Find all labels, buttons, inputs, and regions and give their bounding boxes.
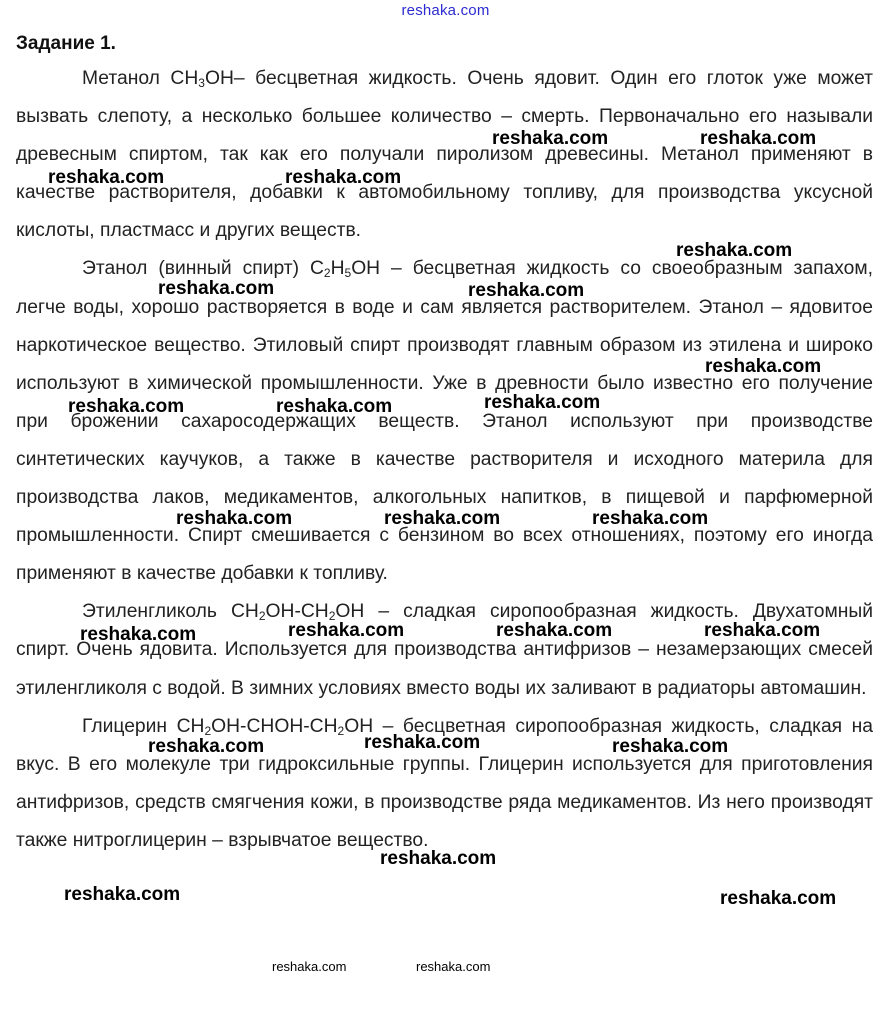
- paragraph-ethanol: Этанол (винный спирт) $C_2H_5OH$ – бесцветная жидкость со своеобразным запахом, легче воды, хорошо растворяется в воде и сам является растворителем. Этанол – ядовитое наркотическое вещество. Этиловый спирт производят главным образом из этилена и широко используют в химической промышленности. Уже в древности было известно его получение при брожении сахаросодержащих веществ. Этанол используют при производстве синтетических каучуков, а также в качестве растворителя и исходного материла для производства лаков, медикаментов, алкогольных напитков, в пищевой и парфюмерной промышленности. Спирт смешивается с бензином во всех отношениях, поэтому его иногда применяют в качестве добавки к топливу.: [16, 258, 873, 585]
- watermark: reshaka.com: [48, 167, 165, 188]
- watermark: reshaka.com: [68, 396, 185, 417]
- watermark: reshaka.com: [158, 278, 275, 299]
- watermark: reshaka.com: [272, 959, 347, 974]
- watermark: reshaka.com: [80, 624, 197, 645]
- watermark: reshaka.com: [492, 128, 609, 149]
- watermark: reshaka.com: [592, 508, 709, 529]
- paragraph-ethylene-glycol: Этиленгликоль $CH_2OH-CH_2OH$ – сладкая сиропообразная жидкость. Двухатомный спирт. Очень ядовита. Используется для производства антифризов – незамерзающих смесей этиленгликоля с водой. В зимних условиях вместо воды их заливают в радиаторы автомашин.: [16, 601, 873, 699]
- watermark: reshaka.com: [276, 396, 393, 417]
- watermark: reshaka.com: [704, 620, 821, 641]
- watermark: reshaka.com: [612, 736, 729, 757]
- paragraph-glycerin: Глицерин $CH_2OH-CHOH-CH_2OH$ – бесцветная сиропообразная жидкость, сладкая на вкус. В его молекуле три гидроксильные группы. Глицерин используется для приготовления антифризов, средств смягчения кожи, в производстве ряда медикаментов. Из него производят также нитроглицерин – взрывчатое вещество.: [16, 715, 874, 851]
- watermark: reshaka.com: [484, 392, 601, 413]
- watermark: reshaka.com: [700, 128, 817, 149]
- watermark: reshaka.com: [676, 240, 793, 261]
- watermark: reshaka.com: [416, 959, 491, 974]
- watermark: reshaka.com: [705, 356, 822, 377]
- paragraph-methanol: Метанол $CH_3OH-$ бесцветная жидкость. Очень ядовит. Один его глоток уже может вызвать слепоту, а несколько большее количество – смерть. Первоначально его называли древесным спиртом, так как его получали пиролизом древесины. Метанол применяют в качестве растворителя, добавки к автомобильному топливу, для производства уксусной кислоты, пластмасс и других веществ.: [16, 68, 873, 242]
- site-header[interactable]: reshaka.com: [401, 2, 490, 19]
- watermark: reshaka.com: [148, 736, 265, 757]
- watermark: reshaka.com: [720, 888, 837, 909]
- watermark: reshaka.com: [496, 620, 613, 641]
- watermark: reshaka.com: [380, 848, 497, 869]
- watermark: reshaka.com: [288, 620, 405, 641]
- watermark: reshaka.com: [364, 732, 481, 753]
- watermark: reshaka.com: [176, 508, 293, 529]
- task-text: [16, 60, 873, 860]
- watermark: reshaka.com: [384, 508, 501, 529]
- task-title: Задание 1.: [16, 33, 116, 54]
- watermark: reshaka.com: [285, 167, 402, 188]
- watermark: reshaka.com: [64, 884, 181, 905]
- watermark: reshaka.com: [468, 280, 585, 301]
